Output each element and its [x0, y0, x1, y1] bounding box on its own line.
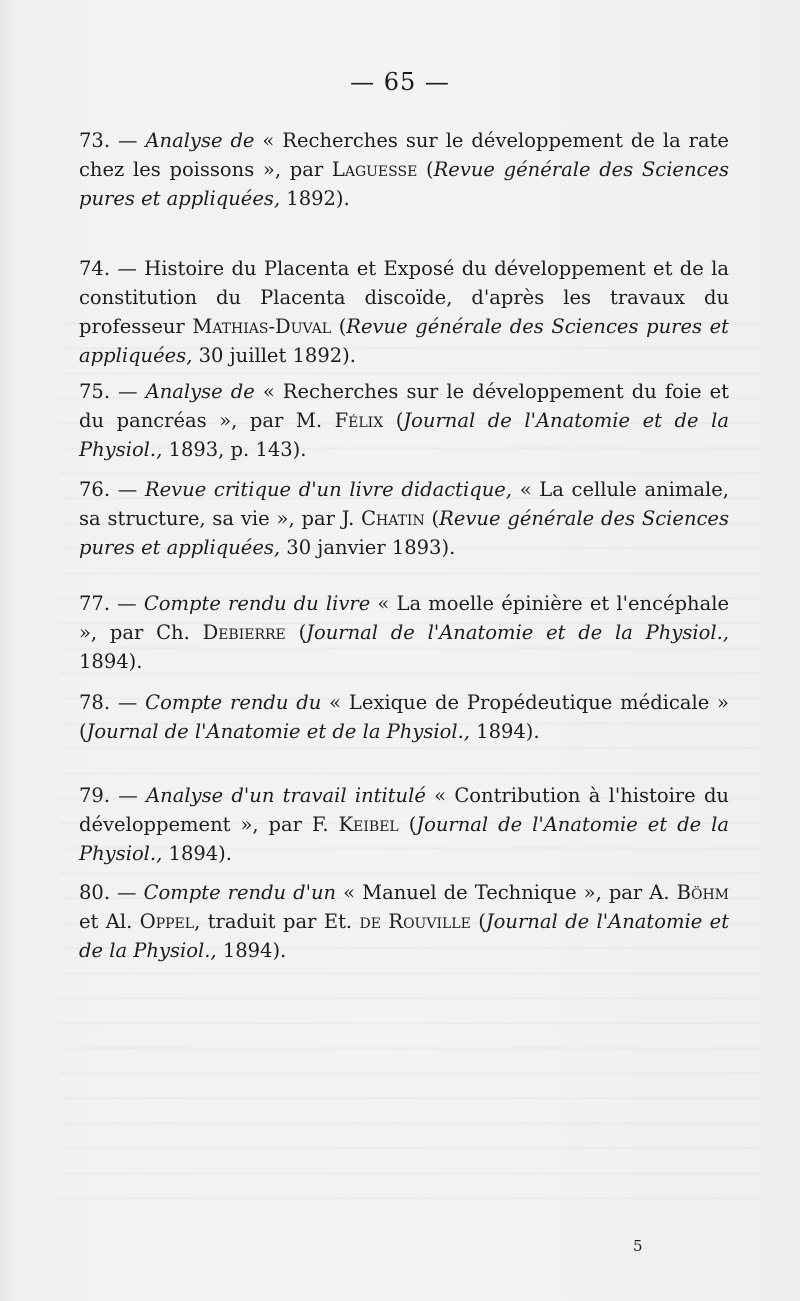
bibliography-entry-77	[79, 589, 729, 676]
entry-author: Mathias-Duval	[192, 315, 332, 338]
bibliography-entry-74	[79, 254, 729, 370]
bibliography-entry-79	[79, 781, 729, 868]
entry-journal: Journal de l'Anatomie et de la Physiol.,	[79, 409, 729, 461]
entry-date: 1894).	[79, 650, 143, 673]
entry-author: Böhm	[676, 881, 729, 904]
entry-date: 30 juillet 1892).	[198, 344, 356, 367]
entry-type: Analyse de	[145, 380, 255, 403]
entry-open-paren: (	[338, 315, 347, 338]
entry-date: 1894).	[476, 720, 540, 743]
entry-journal: Journal de l'Anatomie et de la Physiol.,	[306, 621, 729, 644]
entry-date: 1893, p. 143).	[168, 438, 307, 461]
entry-journal: Journal de l'Anatomie et de la Physiol.,	[86, 720, 470, 743]
entry-journal: Revue générale des Sciences pures et appliquées,	[79, 315, 729, 367]
entry-author: Chatin	[361, 507, 425, 530]
entry-number: 78. —	[79, 691, 138, 714]
entry-open-paren: (	[431, 507, 440, 530]
entry-type: Revue critique d'un livre didactique,	[144, 478, 512, 501]
entry-type: Compte rendu du	[145, 691, 322, 714]
bibliography-entry-73	[79, 126, 729, 213]
entry-author: Félix	[334, 409, 384, 432]
entry-date: 1894).	[222, 939, 287, 962]
entry-journal: Journal de l'Anatomie et de la Physiol.,	[79, 813, 729, 865]
entry-conjunction: et Al.	[79, 910, 133, 933]
entry-author: Debierre	[202, 621, 286, 644]
entry-title: « La moelle épinière et l'encéphale », par Ch.	[79, 592, 729, 644]
entry-title: « Lexique de Propédeutique médicale »	[329, 691, 729, 714]
entry-journal: Revue générale des Sciences pures et appliquées,	[79, 158, 729, 210]
entry-number: 75. —	[79, 380, 138, 403]
entry-open-paren: (	[478, 910, 486, 933]
entry-number: 79. —	[79, 784, 138, 807]
entry-author: Laguesse	[331, 158, 418, 181]
entry-date: 1894).	[168, 842, 232, 865]
entry-title: « Recherches sur le développement de la rate chez les poissons », par	[79, 129, 729, 181]
entry-translator: de Rouville	[359, 910, 471, 933]
entry-title: « Recherches sur le développement du foie et du pancréas », par M.	[79, 380, 729, 432]
entry-date: 30 janvier 1893).	[286, 536, 456, 559]
entry-number: 76. —	[79, 478, 138, 501]
entry-open-paren: (	[408, 813, 417, 836]
entry-open-paren: (	[298, 621, 307, 644]
entry-open-paren: (	[79, 720, 87, 743]
page-number-header: — 65 —	[350, 68, 450, 96]
entry-title: « La cellule animale, sa structure, sa vie », par J.	[79, 478, 730, 530]
signature-mark: 5	[633, 1237, 643, 1255]
bibliography-entry-76	[79, 475, 729, 562]
entry-type: Analyse de	[145, 129, 255, 152]
entry-number: 73. —	[79, 129, 138, 152]
entry-title: Histoire du Placenta et Exposé du développement et de la constitution du Placenta discoïde, d'après les travaux du professeur	[79, 257, 729, 338]
entry-number: 74. —	[79, 257, 137, 280]
bibliography-entry-78	[79, 688, 729, 746]
entry-author: Keibel	[338, 813, 399, 836]
entry-number: 77. —	[79, 592, 137, 615]
entry-date: 1892).	[286, 187, 350, 210]
bibliography-entry-80	[79, 878, 729, 965]
entry-type: Analyse d'un travail intitulé	[146, 784, 426, 807]
entry-open-paren: (	[395, 409, 404, 432]
entry-journal: Journal de l'Anatomie et de la Physiol.,	[79, 910, 730, 962]
entry-type: Compte rendu du livre	[143, 592, 371, 615]
entry-author-2: Oppel,	[139, 910, 201, 933]
bibliography-entry-75	[79, 377, 729, 464]
entry-title: « Manuel de Technique », par A.	[343, 881, 670, 904]
entry-title: « Contribution à l'histoire du développement », par F.	[79, 784, 729, 836]
entry-journal: Revue générale des Sciences pures et appliquées,	[79, 507, 729, 559]
entry-open-paren: (	[426, 158, 434, 181]
entry-type: Compte rendu d'un	[143, 881, 337, 904]
entry-number: 80. —	[79, 881, 137, 904]
entry-translator-label: traduit par Et.	[207, 910, 353, 933]
